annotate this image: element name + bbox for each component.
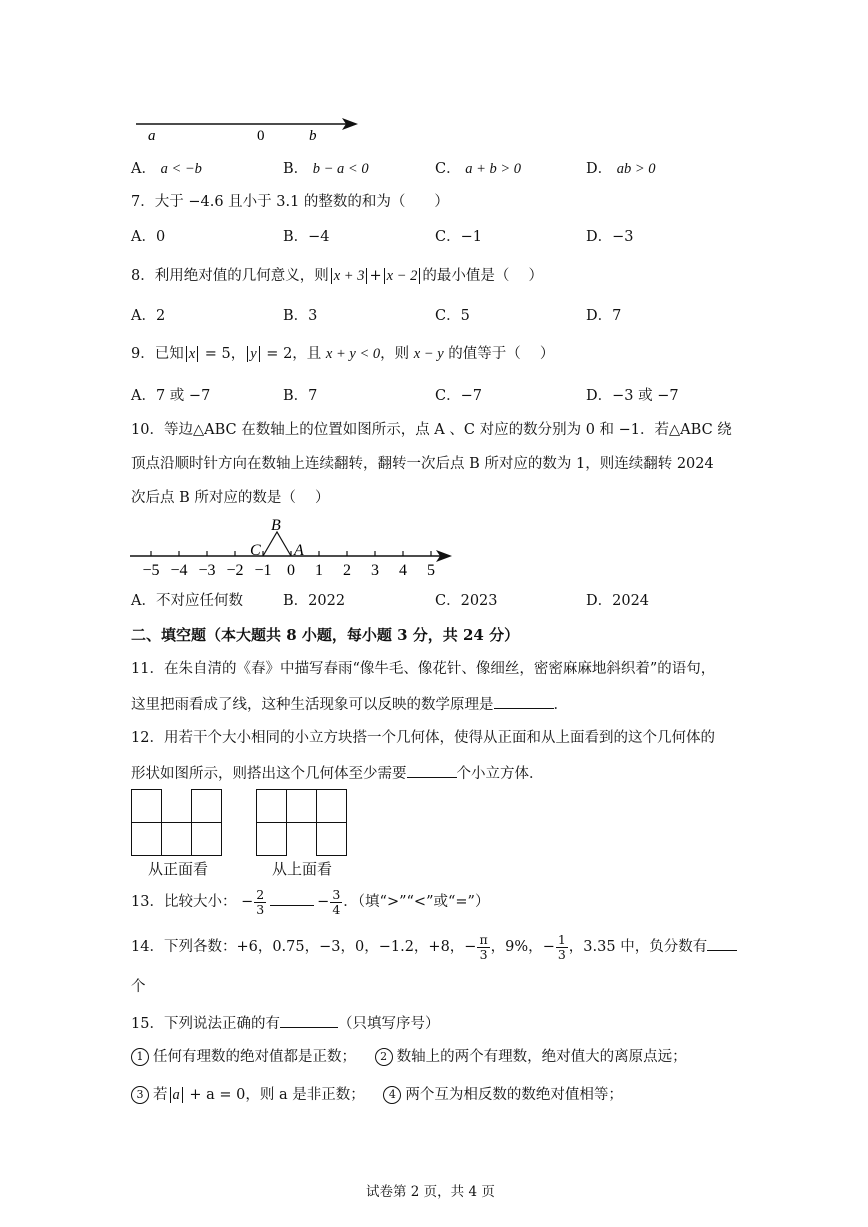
tick-label: 1 <box>315 562 323 579</box>
q10-option-d: D．2024 <box>586 593 650 609</box>
page-footer: 试卷第 2 页，共 4 页 <box>366 1184 495 1200</box>
option-tag: D． <box>586 161 613 177</box>
option-expr: a + b > 0 <box>465 161 522 177</box>
q13-prefix: 13．比较大小： <box>131 894 237 910</box>
q12-text: 个小立方体． <box>456 766 544 782</box>
q8-option-d: D．7 <box>586 308 622 324</box>
q7-stem: 7．大于 −4.6 且小于 3.1 的整数的和为（ ） <box>131 194 449 210</box>
q11-line-2 <box>131 693 568 715</box>
numerator: 1 <box>557 931 566 947</box>
numerator: π <box>479 931 488 947</box>
q15-answer-blank[interactable] <box>280 1012 338 1028</box>
q14-answer-blank[interactable] <box>707 935 737 951</box>
q15-text: （只填写序号） <box>337 1016 440 1032</box>
q8-abs-term-1: x + 3 <box>331 268 368 284</box>
option-expr: a < −b <box>160 161 202 177</box>
q9-text: ，则 <box>380 346 414 362</box>
q9-text: 的值等于（ ） <box>443 346 555 362</box>
q15-statements-row-1 <box>131 1047 687 1067</box>
q8-abs-term-2: x − 2 <box>384 268 421 284</box>
q8-suffix: 的最小值是（ ） <box>422 268 543 284</box>
q10-option-b: B．2022 <box>283 593 346 609</box>
q9-abs-y: y <box>247 346 259 362</box>
fraction-three-quarters <box>330 888 342 917</box>
point-a-label: a <box>148 128 156 144</box>
tick-label: −2 <box>226 562 244 579</box>
statement-3-rest: + a = 0，则 a 是非正数； <box>184 1087 365 1103</box>
q11-text: 这里把雨看成了线，这种生活现象可以反映的数学原理是 <box>131 697 494 713</box>
vertex-a-label: A <box>294 542 304 559</box>
q10-triangle-number-line <box>126 514 462 586</box>
q9-text: 9．已知 <box>131 346 184 362</box>
q9-condition: x + y < 0 <box>325 346 381 362</box>
q12-line-1: 12．用若干个大小相同的小立方块搭一个几何体，使得从正面和从上面看到的这个几何体的 <box>131 730 715 746</box>
option-tag: B． <box>283 161 309 177</box>
q10-line-1: 10．等边△ABC 在数轴上的位置如图所示，点 A 、C 对应的数分别为 0 和 −1．若△ABC 绕 <box>131 422 732 438</box>
q15-stem <box>131 1012 439 1034</box>
vertex-c-label: C <box>250 542 261 559</box>
option-expr: ab > 0 <box>616 161 656 177</box>
circled-number-1: 1 <box>131 1048 149 1066</box>
numerator: 3 <box>332 886 341 902</box>
point-zero-label: 0 <box>257 128 265 144</box>
q13-suffix: ．（填“>”“<”或“=”） <box>343 894 490 910</box>
q9-text: = 2，且 <box>261 346 326 362</box>
denominator: 3 <box>479 946 488 962</box>
front-view-caption: 从正面看 <box>148 860 209 878</box>
q13-stem <box>131 884 489 920</box>
q14-mid: ，9%， <box>490 939 543 955</box>
denominator: 3 <box>557 946 566 962</box>
q6-number-line <box>130 112 370 146</box>
q6-option-c <box>435 159 521 179</box>
fraction-one-third <box>556 933 568 962</box>
statement-3-prefix: 若 <box>153 1087 168 1103</box>
statement-2: 数轴上的两个有理数，绝对值大的离原点远； <box>396 1049 687 1065</box>
q9-option-d: D．−3 或 −7 <box>586 388 679 404</box>
q8-option-b: B．3 <box>283 308 318 324</box>
q7-option-a: A．0 <box>131 229 166 245</box>
numerator: 2 <box>256 886 265 902</box>
q7-option-b: B．−4 <box>283 229 330 245</box>
circled-number-2: 2 <box>375 1048 393 1066</box>
q9-target-expr: x − y <box>413 346 444 362</box>
q6-option-a <box>131 159 202 179</box>
fraction-two-thirds <box>254 888 266 917</box>
point-b-label: b <box>309 128 317 144</box>
q8-plus: + <box>369 268 382 284</box>
q7-option-c: C．−1 <box>435 229 482 245</box>
option-tag: A． <box>131 161 156 177</box>
q7-option-d: D．−3 <box>586 229 634 245</box>
q6-option-b <box>283 159 369 179</box>
q8-prefix: 8．利用绝对值的几何意义，则 <box>131 268 329 284</box>
q10-option-a: A．不对应任何数 <box>131 593 243 609</box>
q9-text: = 5， <box>200 346 246 362</box>
q10-line-2: 顶点沿顺时针方向在数轴上连续翻转，翻转一次后点 B 所对应的数为 1，则连续翻转 2024 <box>131 456 714 472</box>
statement-1: 任何有理数的绝对值都是正数； <box>153 1049 356 1065</box>
q12-line-2 <box>131 762 544 784</box>
option-expr: b − a < 0 <box>312 161 369 177</box>
q14-suffix: ，3.35 中，负分数有 <box>568 939 708 955</box>
q10-line-3: 次后点 B 所对应的数是（ ） <box>131 490 330 506</box>
vertex-b-label: B <box>271 517 281 534</box>
minus-sign: − <box>241 894 254 910</box>
front-view-grid <box>131 789 222 856</box>
top-view-grid <box>256 789 347 856</box>
q9-option-b: B．7 <box>283 388 318 404</box>
q12-answer-blank[interactable] <box>407 762 457 778</box>
q12-text: 形状如图所示，则搭出这个几何体至少需要 <box>131 766 407 782</box>
q11-line-1: 11．在朱自清的《春》中描写春雨“像牛毛、像花针、像细丝，密密麻麻地斜织着”的语句， <box>131 661 716 677</box>
q6-option-d <box>586 159 656 179</box>
minus-sign: − <box>317 894 330 910</box>
statement-4: 两个互为相反数的数绝对值相等； <box>405 1087 623 1103</box>
minus-sign: − <box>542 939 555 955</box>
tick-label: −1 <box>254 562 272 579</box>
tick-label: −5 <box>142 562 160 579</box>
q14-prefix: 14．下列各数：+6，0.75，−3，0，−1.2，+8， <box>131 939 465 955</box>
denominator: 4 <box>332 901 341 917</box>
q10-option-c: C．2023 <box>435 593 498 609</box>
q9-option-a: A．7 或 −7 <box>131 388 211 404</box>
q9-option-c: C．−7 <box>435 388 482 404</box>
q11-answer-blank[interactable] <box>494 693 554 709</box>
q13-answer-blank[interactable] <box>270 890 314 906</box>
q8-option-a: A．2 <box>131 308 166 324</box>
q8-stem <box>131 266 543 286</box>
tick-label: 2 <box>343 562 351 579</box>
q14-stem <box>131 929 737 965</box>
section-title: 二、填空题（本大题共 8 小题，每小题 3 分，共 24 分） <box>131 626 520 644</box>
q9-abs-x: x <box>186 346 198 362</box>
tick-label: −4 <box>170 562 188 579</box>
circled-number-3: 3 <box>131 1086 149 1104</box>
tick-label: 0 <box>287 562 295 579</box>
q15-text: 15．下列说法正确的有 <box>131 1016 280 1032</box>
tick-label: −3 <box>198 562 216 579</box>
q14-line-2: 个 <box>131 979 146 995</box>
option-tag: C． <box>435 161 461 177</box>
top-view-caption: 从上面看 <box>272 860 333 878</box>
q15-statements-row-2 <box>131 1085 623 1105</box>
q8-option-c: C．5 <box>435 308 470 324</box>
tick-label: 3 <box>371 562 379 579</box>
statement-3-abs: a <box>170 1087 183 1103</box>
minus-sign: − <box>464 939 477 955</box>
q11-end: ． <box>553 697 568 713</box>
circled-number-4: 4 <box>383 1086 401 1104</box>
denominator: 3 <box>256 901 265 917</box>
fraction-pi-thirds <box>477 933 489 962</box>
q9-stem <box>131 344 554 364</box>
tick-label: 4 <box>399 562 407 579</box>
tick-label: 5 <box>427 562 435 579</box>
